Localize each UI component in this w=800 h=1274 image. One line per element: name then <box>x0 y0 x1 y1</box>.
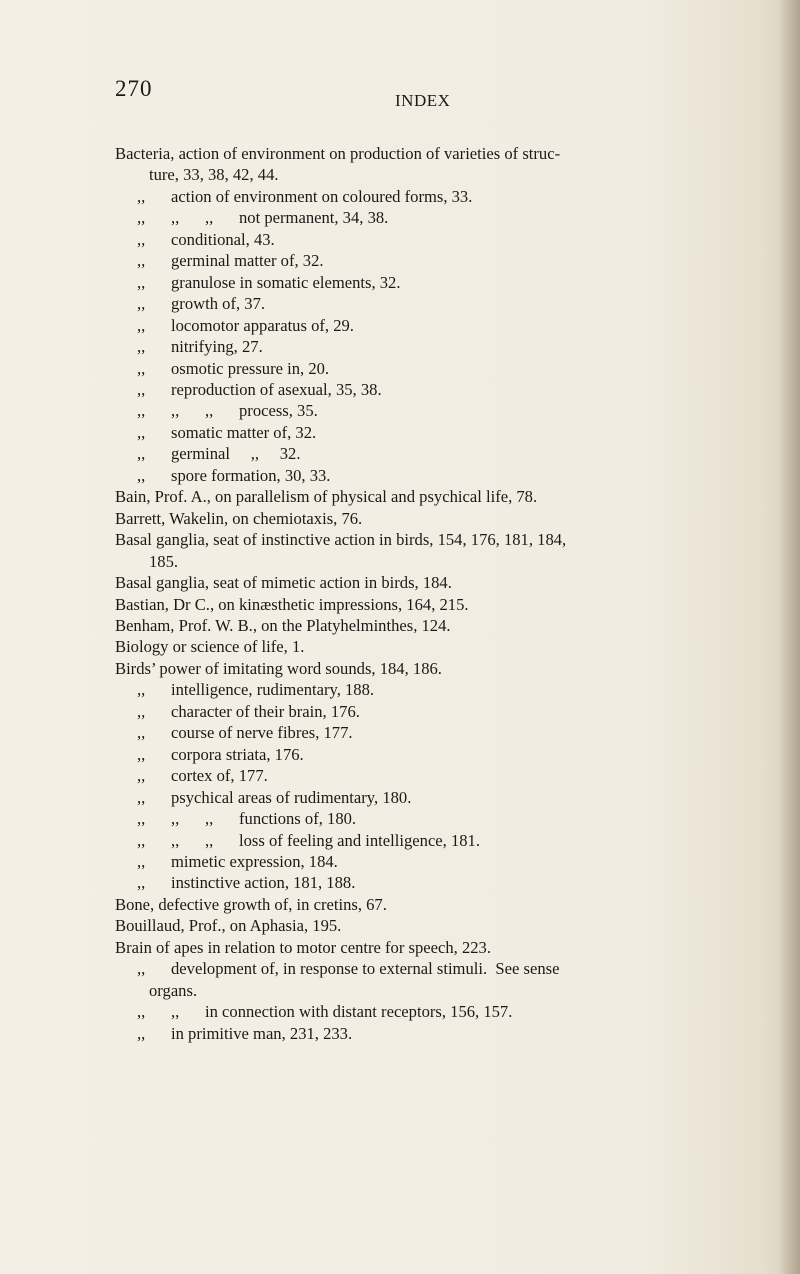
ditto-mark: ,, <box>137 186 146 206</box>
ditto-mark: ,, <box>137 830 146 850</box>
ditto-mark: ,, <box>137 358 146 378</box>
entry-text: Bain, Prof. A., on parallelism of physical and psychical life, 78. <box>115 487 538 507</box>
entry-text: not permanent, 34, 38. <box>239 208 389 228</box>
ditto-mark: ,, <box>137 766 146 786</box>
entry-text: Bone, defective growth of, in cretins, 67. <box>115 894 387 914</box>
ditto-mark: ,, <box>137 422 146 442</box>
entry-text: ture, 33, 38, 42, 44. <box>149 165 279 185</box>
ditto-mark: ,, <box>137 1023 146 1043</box>
entry-text: intelligence, rudimentary, 188. <box>171 680 375 700</box>
ditto-mark: ,, <box>171 1002 180 1022</box>
entry-text: loss of feeling and intelligence, 181. <box>239 830 481 850</box>
index-subentry <box>115 765 765 786</box>
ditto-mark: ,, <box>205 809 214 829</box>
index-subentry <box>115 872 765 893</box>
entry-text: Bastian, Dr C., on kinæsthetic impressions, 164, 215. <box>115 594 469 614</box>
index-entry <box>115 143 765 164</box>
index-entry <box>115 636 765 657</box>
entry-text: 185. <box>149 551 179 571</box>
entry-text: psychical areas of rudimentary, 180. <box>171 787 412 807</box>
ditto-mark: ,, <box>137 401 146 421</box>
ditto-mark: ,, <box>205 401 214 421</box>
ditto-mark: ,, <box>137 294 146 314</box>
entry-text: germinal ,, 32. <box>171 444 301 464</box>
index-subentry <box>115 422 765 443</box>
index-entry <box>115 508 765 529</box>
index-subentry <box>115 379 765 400</box>
entry-text: granulose in somatic elements, 32. <box>171 272 401 292</box>
ditto-mark: ,, <box>137 444 146 464</box>
ditto-mark: ,, <box>137 851 146 871</box>
ditto-mark: ,, <box>137 787 146 807</box>
entry-text: action of environment on coloured forms, 33. <box>171 186 473 206</box>
page-number: 270 <box>115 76 153 101</box>
entry-text: functions of, 180. <box>239 809 357 829</box>
index-subentry <box>115 336 765 357</box>
index-entry <box>115 894 765 915</box>
ditto-mark: ,, <box>137 680 146 700</box>
index-subentry <box>115 186 765 207</box>
ditto-mark: ,, <box>137 1002 146 1022</box>
entry-text: instinctive action, 181, 188. <box>171 873 356 893</box>
index-subentry <box>115 787 765 808</box>
ditto-mark: ,, <box>137 379 146 399</box>
entry-text: conditional, 43. <box>171 229 275 249</box>
index-entry <box>115 486 765 507</box>
index-entry-continuation <box>115 980 765 1001</box>
ditto-mark: ,, <box>171 401 180 421</box>
index-entry <box>115 658 765 679</box>
entry-text: course of nerve fibres, 177. <box>171 723 353 743</box>
ditto-mark: ,, <box>137 809 146 829</box>
index-subentry <box>115 701 765 722</box>
entry-text: Brain of apes in relation to motor centre for speech, 223. <box>115 937 492 957</box>
entry-text: Birds’ power of imitating word sounds, 184, 186. <box>115 658 442 678</box>
index-subentry <box>115 400 765 421</box>
ditto-mark: ,, <box>205 208 214 228</box>
index-subentry <box>115 851 765 872</box>
ditto-mark: ,, <box>137 465 146 485</box>
entry-text: development of, in response to external stimuli. See sense <box>171 959 560 979</box>
index-subentry <box>115 1001 765 1022</box>
ditto-mark: ,, <box>171 830 180 850</box>
ditto-mark: ,, <box>137 701 146 721</box>
entry-text: process, 35. <box>239 401 318 421</box>
entry-text: reproduction of asexual, 35, 38. <box>171 379 382 399</box>
index-subentry <box>115 250 765 271</box>
ditto-mark: ,, <box>137 251 146 271</box>
entry-text: somatic matter of, 32. <box>171 422 317 442</box>
entry-text: in connection with distant receptors, 156, 157. <box>205 1002 513 1022</box>
index-entry-continuation <box>115 551 765 572</box>
entry-text: nitrifying, 27. <box>171 337 263 357</box>
ditto-mark: ,, <box>171 208 180 228</box>
ditto-mark: ,, <box>137 959 146 979</box>
entry-text: mimetic expression, 184. <box>171 851 338 871</box>
index-subentry <box>115 958 765 979</box>
ditto-mark: ,, <box>137 873 146 893</box>
entry-text: in primitive man, 231, 233. <box>171 1023 353 1043</box>
ditto-mark: ,, <box>137 315 146 335</box>
index-entry <box>115 572 765 593</box>
ditto-mark: ,, <box>137 272 146 292</box>
ditto-mark: ,, <box>171 809 180 829</box>
entry-text: germinal matter of, 32. <box>171 251 324 271</box>
entry-text: cortex of, 177. <box>171 766 268 786</box>
entry-text: locomotor apparatus of, 29. <box>171 315 354 335</box>
entry-text: organs. <box>149 980 198 1000</box>
ditto-mark: ,, <box>137 229 146 249</box>
index-subentry <box>115 722 765 743</box>
index-subentry <box>115 679 765 700</box>
entry-text: Benham, Prof. W. B., on the Platyhelminthes, 124. <box>115 615 451 635</box>
index-entry-continuation <box>115 164 765 185</box>
index-entry <box>115 615 765 636</box>
index-subentry <box>115 443 765 464</box>
ditto-mark: ,, <box>137 337 146 357</box>
ditto-mark: ,, <box>205 830 214 850</box>
entry-text: Bacteria, action of environment on production of varieties of struc- <box>115 144 561 163</box>
entry-text: character of their brain, 176. <box>171 701 360 721</box>
index-entry <box>115 937 765 958</box>
index-entries <box>115 143 765 1044</box>
index-entry <box>115 594 765 615</box>
index-subentry <box>115 293 765 314</box>
index-subentry <box>115 358 765 379</box>
index-subentry <box>115 744 765 765</box>
entry-text: osmotic pressure in, 20. <box>171 358 330 378</box>
index-subentry <box>115 1023 765 1044</box>
entry-text: Bouillaud, Prof., on Aphasia, 195. <box>115 916 342 936</box>
running-head: INDEX <box>395 91 451 110</box>
ditto-mark: ,, <box>137 744 146 764</box>
index-subentry <box>115 315 765 336</box>
index-subentry <box>115 207 765 228</box>
entry-text: Basal ganglia, seat of instinctive action in birds, 154, 176, 181, 184, <box>115 530 567 550</box>
index-subentry <box>115 830 765 851</box>
entry-text: corpora striata, 176. <box>171 744 304 764</box>
page-edge-shadow <box>778 0 800 1274</box>
index-entry <box>115 529 765 550</box>
entry-text: Biology or science of life, 1. <box>115 637 305 657</box>
ditto-mark: ,, <box>137 208 146 228</box>
entry-text: growth of, 37. <box>171 294 266 314</box>
index-subentry <box>115 465 765 486</box>
entry-text: spore formation, 30, 33. <box>171 465 331 485</box>
entry-text: Barrett, Wakelin, on chemiotaxis, 76. <box>115 508 363 528</box>
index-subentry <box>115 808 765 829</box>
index-subentry <box>115 272 765 293</box>
index-entry <box>115 915 765 936</box>
ditto-mark: ,, <box>137 723 146 743</box>
index-subentry <box>115 229 765 250</box>
entry-text: Basal ganglia, seat of mimetic action in birds, 184. <box>115 573 452 593</box>
